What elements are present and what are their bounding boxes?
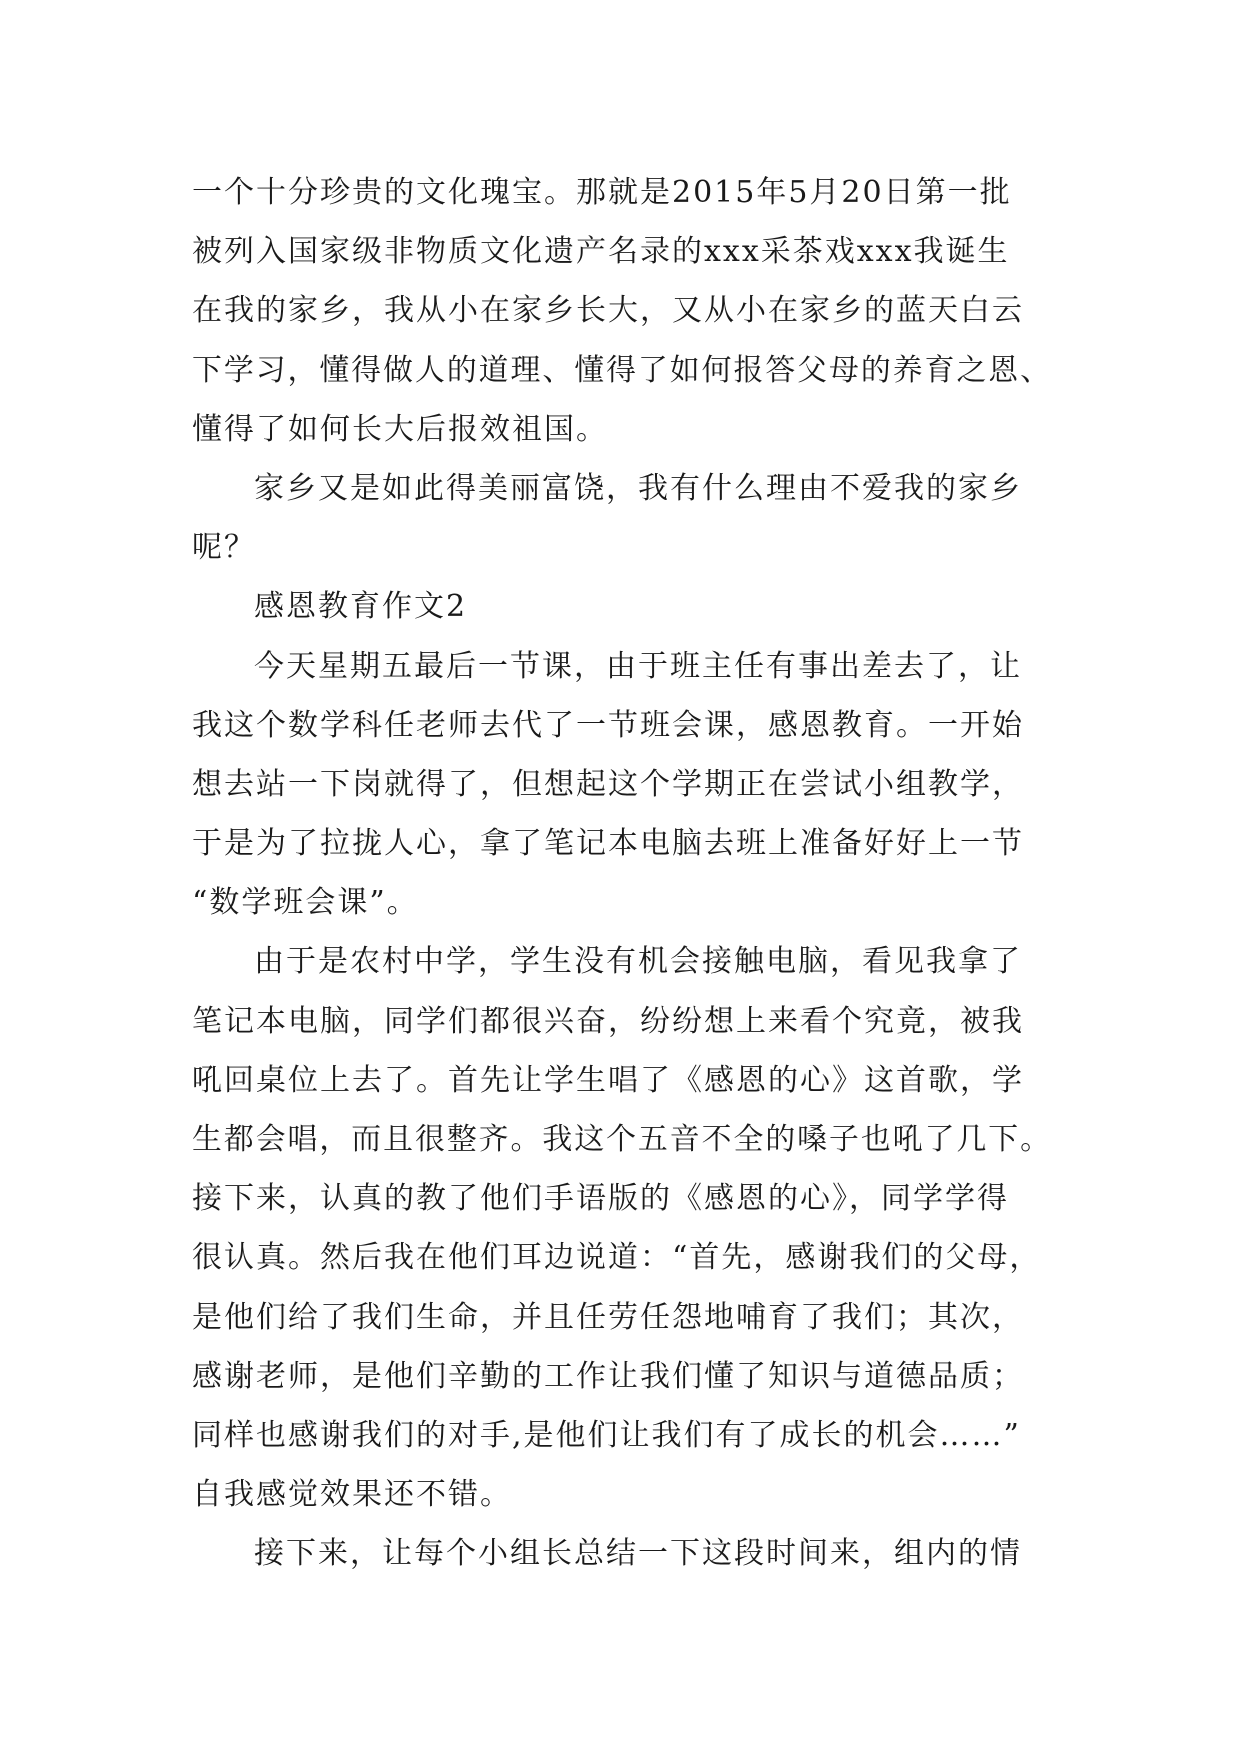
text-line (192, 932, 1052, 991)
text-line-content: 同样也感谢我们的对手,是他们让我们有了成长的机会……” (192, 1417, 1021, 1453)
text-line (192, 1051, 1052, 1110)
text-line (192, 1288, 1052, 1347)
text-line (192, 341, 1052, 400)
text-line (192, 755, 1052, 814)
text-line-content: 被列入国家级非物质文化遗产名录的xxx采茶戏xxx我诞生 (192, 234, 1010, 270)
text-line-content: 很认真。然后我在他们耳边说道：“首先，感谢我们的父母， (192, 1240, 1042, 1276)
text-line-content: 我这个数学科任老师去代了一节班会课，感恩教育。一开始 (192, 707, 1024, 743)
text-line-content: 今天星期五最后一节课，由于班主任有事出差去了，让 (254, 648, 1022, 684)
text-line-content: 想去站一下岗就得了，但想起这个学期正在尝试小组教学， (192, 766, 1024, 802)
text-line-content: 笔记本电脑，同学们都很兴奋，纷纷想上来看个究竟，被我 (192, 1003, 1024, 1039)
text-line (192, 814, 1052, 873)
text-line-content: 在我的家乡，我从小在家乡长大，又从小在家乡的蓝天白云 (192, 293, 1024, 329)
text-line (192, 637, 1052, 696)
text-line (192, 222, 1052, 281)
text-line (192, 1406, 1052, 1465)
text-line (192, 1228, 1052, 1287)
text-line-content: 下学习，懂得做人的道理、懂得了如何报答父母的养育之恩、 (192, 352, 1052, 388)
text-line (192, 1465, 1052, 1524)
document-body (192, 163, 1052, 1584)
text-line (192, 400, 1052, 459)
text-line-content: “数学班会课”。 (192, 885, 419, 921)
text-line (192, 1169, 1052, 1228)
text-line-content: 感恩教育作文2 (254, 589, 468, 625)
text-line (192, 873, 1052, 932)
text-line-content: 一个十分珍贵的文化瑰宝。那就是2015年5月20日第一批 (192, 175, 1012, 210)
text-line (192, 1347, 1052, 1406)
text-line (192, 163, 1052, 222)
text-line-content: 生都会唱，而且很整齐。我这个五音不全的嗓子也吼了几下。 (192, 1122, 1052, 1157)
text-line-content: 呢？ (192, 530, 256, 566)
text-line-content: 家乡又是如此得美丽富饶，我有什么理由不爱我的家乡 (254, 470, 1022, 506)
text-line (192, 281, 1052, 340)
text-line (192, 518, 1052, 577)
text-line-content: 感谢老师，是他们辛勤的工作让我们懂了知识与道德品质； (192, 1358, 1024, 1394)
text-line (192, 696, 1052, 755)
text-line-content: 接下来，让每个小组长总结一下这段时间来，组内的情 (254, 1536, 1022, 1572)
text-line (192, 1110, 1052, 1169)
text-line (192, 577, 1052, 636)
text-line-content: 由于是农村中学，学生没有机会接触电脑，看见我拿了 (254, 944, 1022, 980)
text-line (192, 992, 1052, 1051)
text-line-content: 自我感觉效果还不错。 (192, 1477, 512, 1513)
text-line-content: 接下来，认真的教了他们手语版的《感恩的心》，同学学得 (192, 1181, 1009, 1217)
text-line-content: 吼回桌位上去了。首先让学生唱了《感恩的心》这首歌，学 (192, 1062, 1024, 1098)
text-line (192, 1524, 1052, 1583)
text-line-content: 是他们给了我们生命，并且任劳任怨地哺育了我们；其次， (192, 1299, 1024, 1335)
text-line (192, 459, 1052, 518)
text-line-content: 于是为了拉拢人心，拿了笔记本电脑去班上准备好好上一节 (192, 826, 1024, 862)
text-line-content: 懂得了如何长大后报效祖国。 (192, 411, 608, 447)
